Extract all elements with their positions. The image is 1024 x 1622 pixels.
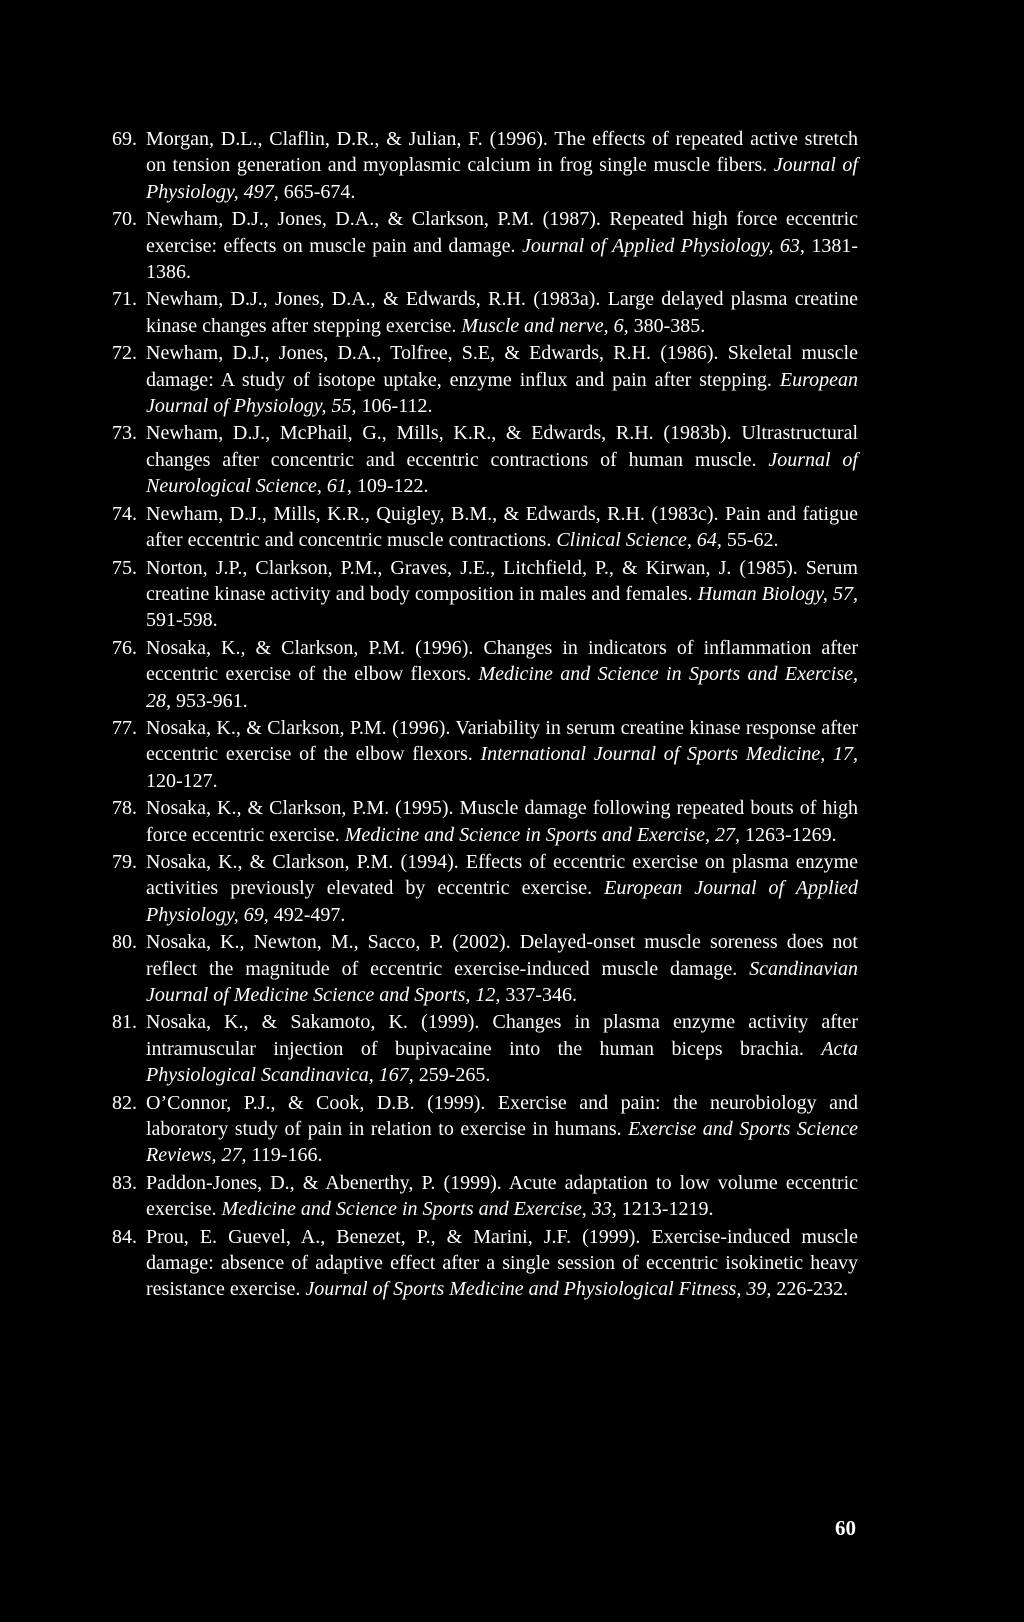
reference-number: 84. <box>112 1225 137 1248</box>
reference-text: Newham, D.J., McPhail, G., Mills, K.R., & Edwards, R.H. (1983b). Ultrastructural changes after concentric and eccentric contractions of human muscle. Journal of Neurological Science, 61, 109-122. <box>146 422 858 498</box>
reference-text: Newham, D.J., Jones, D.A., & Clarkson, P.M. (1987). Repeated high force eccentric exercise: effects on muscle pain and damage. Journal of Applied Physiology, 63, 1381-1386. <box>146 208 858 284</box>
reference-number: 75. <box>112 556 137 579</box>
reference-source: Journal of Sports Medicine and Physiological Fitness, 39, <box>305 1278 772 1301</box>
reference-number: 77. <box>112 716 137 739</box>
reference-source: Journal of Physiology, 497, <box>146 154 858 203</box>
reference-number: 83. <box>112 1171 137 1194</box>
reference-item <box>112 849 858 928</box>
reference-source: Journal of Applied Physiology, 63, <box>521 234 805 257</box>
reference-item <box>112 420 858 499</box>
reference-number: 81. <box>112 1011 137 1034</box>
reference-source: Acta Physiological Scandinavica, 167, <box>146 1037 858 1087</box>
reference-text: Norton, J.P., Clarkson, P.M., Graves, J.E., Litchfield, P., & Kirwan, J. (1985). Serum creatine kinase activity and body composition in males and females. Human Biology, 57, 591-598. <box>146 556 858 632</box>
reference-number: 79. <box>112 850 137 873</box>
reference-source: Human Biology, 57, <box>697 582 858 605</box>
reference-item <box>112 1224 858 1303</box>
reference-text: Nosaka, K., Newton, M., Sacco, P. (2002). Delayed-onset muscle soreness does not reflect the magnitude of eccentric exercise-induced muscle damage. Scandinavian Journal of Medicine Science and Sports, 12, 337-346. <box>146 931 858 1006</box>
reference-source: European Journal of Applied Physiology, 69, <box>146 877 858 926</box>
reference-number: 72. <box>112 342 137 365</box>
reference-item <box>112 635 858 714</box>
reference-item <box>112 501 858 554</box>
reference-text: Nosaka, K., & Clarkson, P.M. (1995). Muscle damage following repeated bouts of high force eccentric exercise. Medicine and Science in Sports and Exercise, 27, 1263-1269. <box>146 797 858 846</box>
reference-source: Scandinavian Journal of Medicine Science and Sports, 12, <box>146 957 858 1006</box>
reference-text: Nosaka, K., & Clarkson, P.M. (1996). Changes in indicators of inflammation after eccentric exercise of the elbow flexors. Medicine and Science in Sports and Exercise, 28, 953-961. <box>146 636 858 712</box>
reference-text: Newham, D.J., Mills, K.R., Quigley, B.M., & Edwards, R.H. (1983c). Pain and fatigue after eccentric and concentric muscle contractions. Clinical Science, 64, 55-62. <box>146 502 858 552</box>
reference-text: Newham, D.J., Jones, D.A., & Edwards, R.H. (1983a). Large delayed plasma creatine kinase changes after stepping exercise. Muscle and nerve, 6, 380-385. <box>146 288 858 337</box>
reference-item <box>112 555 858 634</box>
reference-item <box>112 286 858 339</box>
reference-text: Nosaka, K., & Clarkson, P.M. (1994). Effects of eccentric exercise on plasma enzyme activities previously elevated by eccentric exercise. European Journal of Applied Physiology, 69, 492-497. <box>146 850 858 926</box>
reference-text: Newham, D.J., Jones, D.A., Tolfree, S.E, & Edwards, R.H. (1986). Skeletal muscle damage: A study of isotope uptake, enzyme influx and pain after stepping. European Journal of Physiology, 55, 106-112. <box>146 342 858 418</box>
reference-number: 74. <box>112 502 137 525</box>
reference-item <box>112 1009 858 1088</box>
reference-number: 69. <box>112 128 137 150</box>
page-number: 60 <box>835 1516 856 1540</box>
reference-source: Medicine and Science in Sports and Exercise, 28, <box>146 663 858 712</box>
reference-source: Medicine and Science in Sports and Exercise, 27, <box>344 823 741 846</box>
reference-text: Prou, E. Guevel, A., Benezet, P., & Marini, J.F. (1999). Exercise-induced muscle damage: absence of adaptive effect after a single session of eccentric isokinetic heavy resistance exercise. Journal of Sports Medicine and Physiological Fitness, 39, 226-232. <box>146 1225 858 1301</box>
reference-text: Nosaka, K., & Sakamoto, K. (1999). Changes in plasma enzyme activity after intramuscular injection of bupivacaine into the human biceps brachia. Acta Physiological Scandinavica, 167, 259-265. <box>146 1011 858 1087</box>
reference-text: O’Connor, P.J., & Cook, D.B. (1999). Exercise and pain: the neurobiology and laboratory study of pain in relation to exercise in humans. Exercise and Sports Science Reviews, 27, 119-166. <box>146 1091 858 1167</box>
reference-number: 70. <box>112 208 137 231</box>
reference-item <box>112 340 858 419</box>
reference-number: 73. <box>112 422 137 445</box>
reference-number: 82. <box>112 1091 137 1114</box>
reference-item <box>112 715 858 794</box>
reference-number: 76. <box>112 636 137 659</box>
reference-text: Paddon-Jones, D., & Abenerthy, P. (1999). Acute adaptation to low volume eccentric exercise. Medicine and Science in Sports and Exercise, 33, 1213-1219. <box>146 1171 858 1221</box>
reference-source: International Journal of Sports Medicine, 17, <box>480 743 858 766</box>
reference-source: Clinical Science, 64, <box>556 529 722 552</box>
reference-item <box>112 1090 858 1169</box>
reference-text: Nosaka, K., & Clarkson, P.M. (1996). Variability in serum creatine kinase response after eccentric exercise of the elbow flexors. International Journal of Sports Medicine, 17, 120-127. <box>146 716 858 792</box>
reference-source: European Journal of Physiology, 55, <box>146 368 858 418</box>
reference-item <box>112 206 858 285</box>
reference-item <box>112 929 858 1008</box>
reference-source: Medicine and Science in Sports and Exercise, 33, <box>221 1198 617 1221</box>
reference-number: 80. <box>112 931 137 954</box>
reference-list <box>112 126 858 1304</box>
reference-number: 78. <box>112 797 137 820</box>
reference-item <box>112 1170 858 1223</box>
reference-source: Journal of Neurological Science, 61, <box>146 448 858 498</box>
reference-item <box>112 126 858 205</box>
reference-item <box>112 795 858 848</box>
reference-source: Exercise and Sports Science Reviews, 27, <box>146 1118 858 1167</box>
reference-text: Morgan, D.L., Claflin, D.R., & Julian, F. (1996). The effects of repeated active stretch on tension generation and myoplasmic calcium in frog single muscle fibers. Journal of Physiology, 497, 665-674. <box>146 128 858 203</box>
reference-number: 71. <box>112 288 137 311</box>
reference-source: Muscle and nerve, 6, <box>461 314 629 337</box>
